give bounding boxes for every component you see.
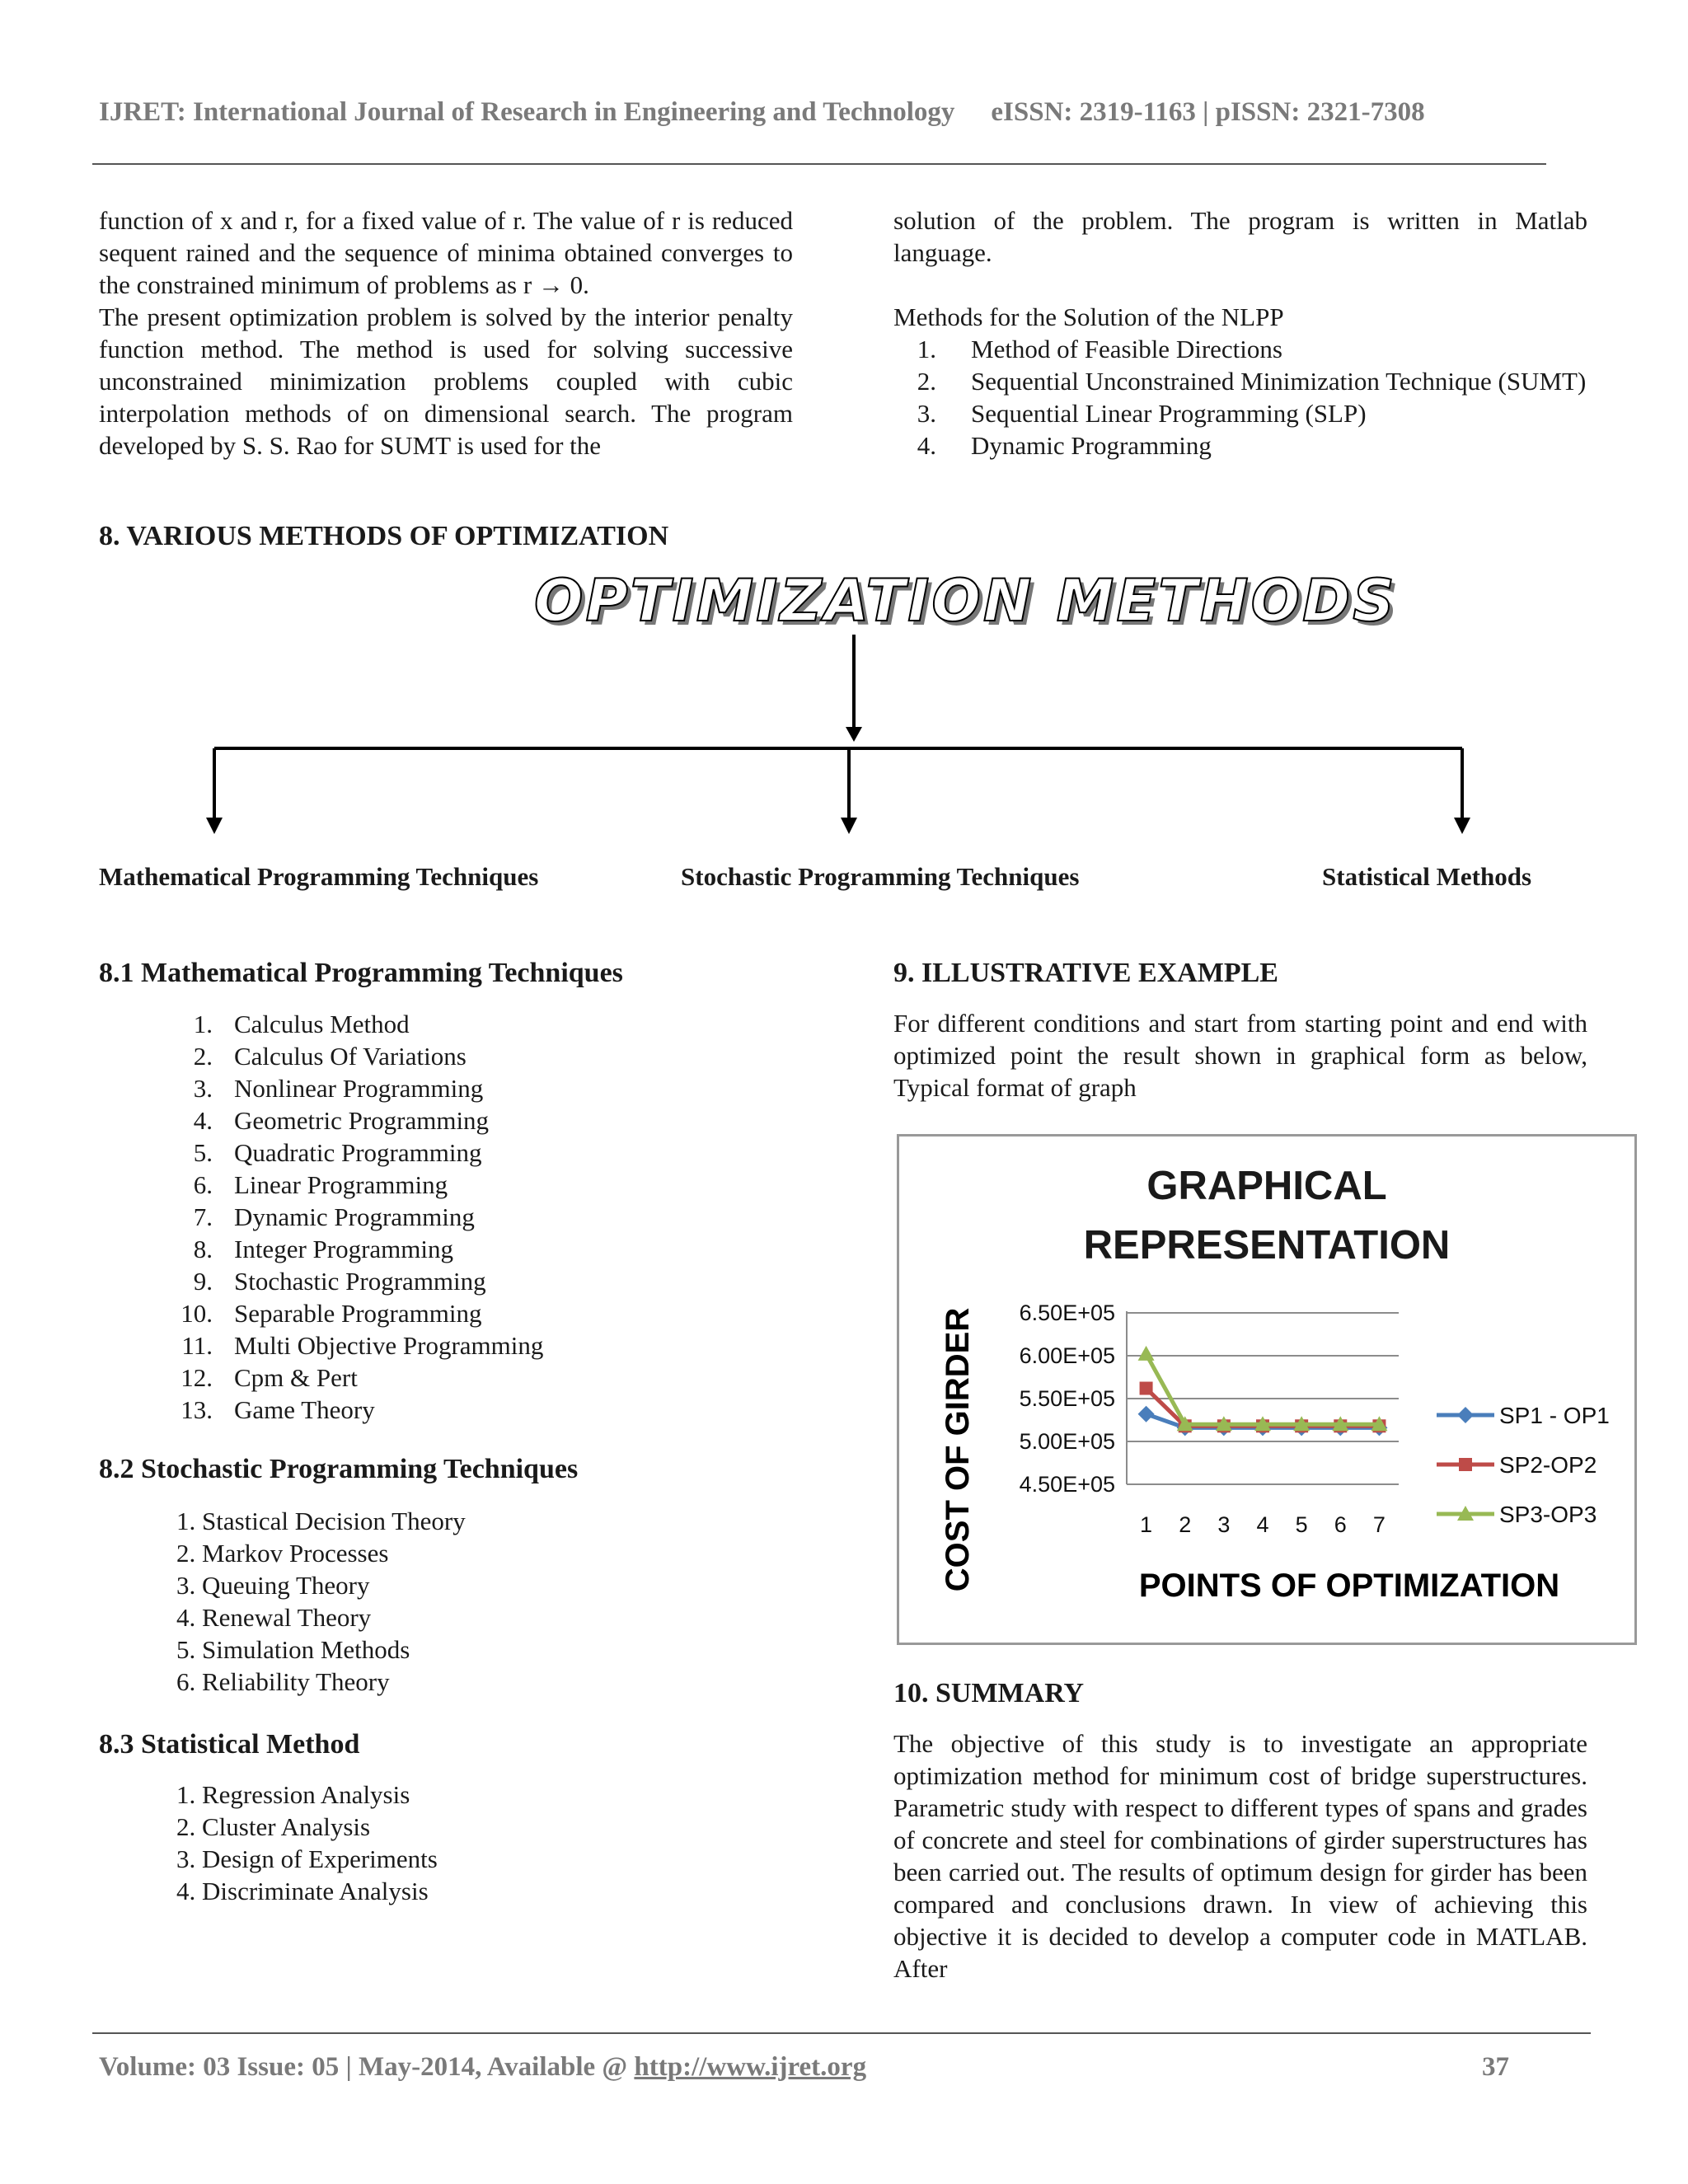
diagram-connectors — [0, 626, 1688, 841]
list-item: 11. Multi Objective Programming — [181, 1331, 544, 1360]
diagram-child-statistical: Statistical Methods — [1322, 862, 1532, 891]
footer-volume: Volume: 03 Issue: 05 | May-2014, Available @ — [99, 2052, 635, 2082]
list-item: 13. Game Theory — [181, 1395, 375, 1424]
list-item: 3. Queuing Theory — [176, 1571, 370, 1600]
legend-label: SP1 - OP1 — [1499, 1403, 1610, 1428]
legend-label: SP3-OP3 — [1499, 1502, 1597, 1527]
list-item: 6. Reliability Theory — [176, 1667, 390, 1696]
list-item: 5. Quadratic Programming — [193, 1138, 482, 1167]
section-8-3-heading: 8.3 Statistical Method — [99, 1729, 360, 1760]
nlpp-list — [893, 333, 1587, 462]
x-tick-label: 2 — [1179, 1512, 1192, 1537]
list-item: 3. Design of Experiments — [176, 1844, 438, 1873]
list-item: 3. Nonlinear Programming — [193, 1074, 484, 1103]
list-item: 9. Stochastic Programming — [193, 1267, 486, 1296]
diagram-child-stochastic: Stochastic Programming Techniques — [681, 862, 1080, 891]
header-rule — [92, 163, 1546, 165]
diagram-root-banner: OPTIMIZATION METHODS — [534, 567, 1397, 635]
list-item: 7. Dynamic Programming — [193, 1202, 475, 1231]
list-item: 1. Stastical Decision Theory — [176, 1507, 466, 1535]
chart-title-line-2: REPRESENTATION — [1083, 1223, 1451, 1268]
y-tick-label: 6.50E+05 — [1019, 1301, 1115, 1325]
x-axis-title: POINTS OF OPTIMIZATION — [1138, 1568, 1560, 1604]
nlpp-list-title: Methods for the Solution of the NLPP — [893, 302, 1284, 331]
y-tick-label: 5.50E+05 — [1019, 1386, 1115, 1411]
journal-name: IJRET: International Journal of Research in Engineering and Technology — [99, 97, 955, 127]
x-tick-label: 6 — [1334, 1512, 1347, 1537]
legend-marker — [1459, 1458, 1472, 1471]
list-item: 3. Sequential Linear Programming (SLP) — [917, 399, 1367, 428]
data-point — [1138, 1346, 1155, 1361]
arrow-head-right — [1454, 818, 1470, 834]
x-tick-label: 3 — [1217, 1512, 1231, 1537]
x-tick-label: 7 — [1372, 1512, 1386, 1537]
list-item: 5. Simulation Methods — [176, 1635, 410, 1664]
list-item: 2. Sequential Unconstrained Minimization Technique (SUMT) — [917, 367, 1587, 396]
x-tick-label: 1 — [1140, 1512, 1153, 1537]
section-10-paragraph: The objective of this study is to investigate an appropriate optimization method for minimum cost of bridge superstructures. Parametric study with respect to different types of spans and grades of concrete and steel for combinations of girder superstructures has been carried out. The results of optimum design for girder has been compared and conclusions drawn. In view of achieving this objective it is decided to develop a computer code in MATLAB. After — [893, 1729, 1587, 1983]
math-techniques-list — [162, 1008, 543, 1426]
section-9-heading: 9. ILLUSTRATIVE EXAMPLE — [893, 958, 1278, 988]
data-point — [1140, 1382, 1153, 1395]
intro-right — [893, 204, 1587, 462]
list-item: 4. Geometric Programming — [193, 1106, 490, 1135]
series-line-3 — [1146, 1354, 1380, 1424]
footer-link[interactable]: http://www.ijret.org — [634, 2052, 867, 2082]
statistical-methods-list — [176, 1779, 438, 1907]
running-header — [99, 97, 1425, 128]
arrow-head-left — [206, 818, 223, 834]
list-item: 4. Dynamic Programming — [917, 431, 1212, 460]
list-item: 2. Markov Processes — [176, 1539, 389, 1568]
chart-frame — [897, 1134, 1637, 1645]
page-number: 37 — [1482, 2052, 1509, 2082]
list-item: 6. Linear Programming — [193, 1170, 448, 1199]
arrow-head-root — [846, 727, 862, 742]
y-tick-label: 5.00E+05 — [1019, 1429, 1115, 1454]
intro-right-para1: solution of the problem. The program is written in Matlab language. — [893, 206, 1587, 267]
list-item: 1. Regression Analysis — [176, 1780, 410, 1809]
list-item: 1. Method of Feasible Directions — [917, 335, 1282, 363]
stochastic-techniques-list — [176, 1505, 466, 1698]
x-tick-label: 5 — [1295, 1512, 1308, 1537]
section-10-heading: 10. SUMMARY — [893, 1678, 1085, 1708]
list-item: 10. Separable Programming — [181, 1299, 482, 1328]
list-item: 1. Calculus Method — [193, 1010, 410, 1038]
y-tick-label: 6.00E+05 — [1019, 1343, 1115, 1368]
intro-left-para1: function of x and r, for a fixed value of r. The value of r is reduced sequent rained and the sequence of minima obtained converges to the constrained minimum of problems as r → 0. — [99, 206, 793, 299]
section-8-1-heading: 8.1 Mathematical Programming Techniques — [99, 958, 623, 988]
section-9-paragraph: For different conditions and start from starting point and end with optimized point the result shown in graphical form as below, Typical format of graph — [893, 1009, 1587, 1102]
list-item: 12. Cpm & Pert — [181, 1363, 358, 1392]
legend-marker — [1457, 1407, 1474, 1423]
legend-label: SP2-OP2 — [1499, 1452, 1597, 1478]
footer-text — [99, 2052, 866, 2083]
intro-left — [99, 204, 793, 462]
data-point — [1138, 1406, 1155, 1422]
section-8-2-heading: 8.2 Stochastic Programming Techniques — [99, 1454, 579, 1484]
diagram-child-mathematical: Mathematical Programming Techniques — [99, 862, 539, 891]
line-chart — [899, 1137, 1634, 1643]
chart-title-line-1: GRAPHICAL — [1146, 1164, 1387, 1208]
list-item: 4. Discriminate Analysis — [176, 1877, 429, 1905]
list-item: 4. Renewal Theory — [176, 1603, 372, 1632]
section-8-heading: 8. VARIOUS METHODS OF OPTIMIZATION — [99, 521, 669, 551]
intro-left-para2: The present optimization problem is solved by the interior penalty function method. The method is used for solving successive unconstrained minimization problems coupled with cubic interpolation methods of on dimensional search. The program developed by S. S. Rao for SUMT is used for the — [99, 302, 793, 460]
arrow-head-middle — [841, 818, 857, 834]
footer-rule — [92, 2032, 1591, 2034]
list-item: 2. Cluster Analysis — [176, 1812, 371, 1841]
issn-text: eISSN: 2319-1163 | pISSN: 2321-7308 — [991, 97, 1425, 127]
list-item: 8. Integer Programming — [193, 1235, 454, 1263]
y-axis-title: COST OF GIRDER — [940, 1307, 976, 1592]
x-tick-label: 4 — [1256, 1512, 1269, 1537]
list-item: 2. Calculus Of Variations — [193, 1042, 467, 1071]
y-tick-label: 4.50E+05 — [1019, 1472, 1115, 1497]
